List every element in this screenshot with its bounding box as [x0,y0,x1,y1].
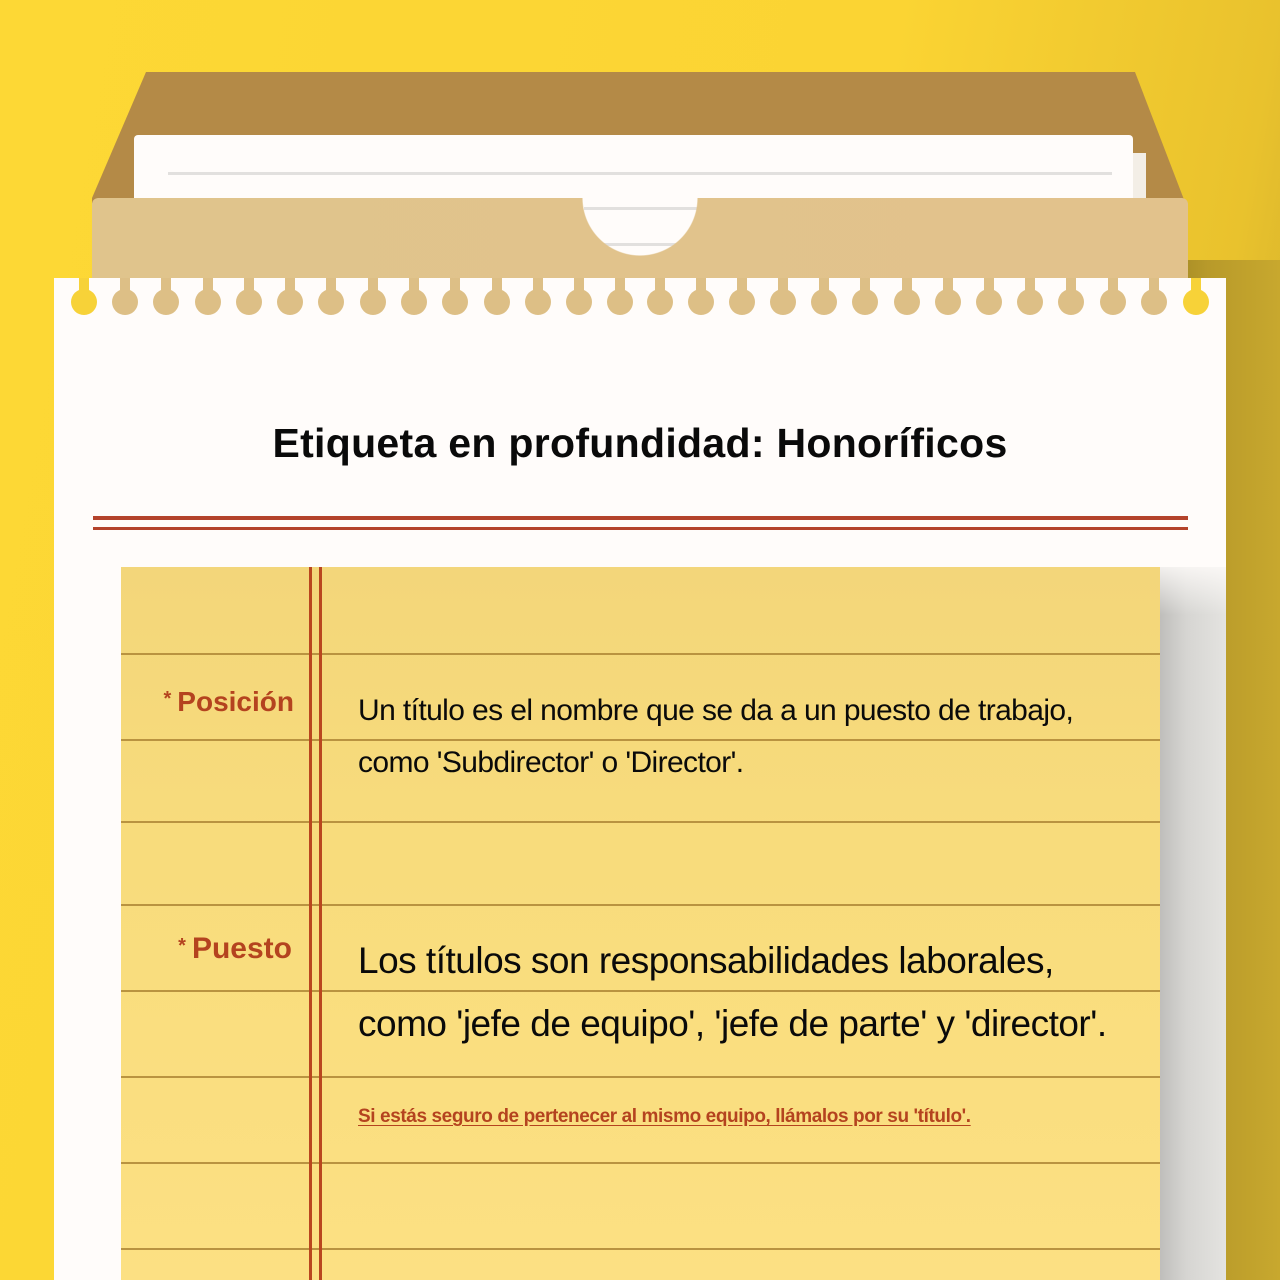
ruled-line [121,1162,1160,1164]
tear-hole [688,289,714,315]
label-text: Posición [177,686,294,717]
ruled-line [121,1076,1160,1078]
ruled-line [121,990,1160,992]
label-posicion [130,686,294,718]
tear-hole [277,289,303,315]
label-puesto [130,932,292,966]
asterisk-marker: * [178,935,186,957]
tear-hole [894,289,920,315]
tear-hole [484,289,510,315]
definition-puesto-line-2: como 'jefe de equipo', 'jefe de parte' y 'director'. [358,1003,1107,1044]
tear-hole [153,289,179,315]
tear-hole [1183,289,1209,315]
tear-hole [525,289,551,315]
tear-hole [647,289,673,315]
ruled-line [121,739,1160,741]
tear-hole [1141,289,1167,315]
tear-hole [770,289,796,315]
definition-posicion-line-1: Un título es el nombre que se da a un puesto de trabajo, [358,694,1074,727]
tear-hole [71,289,97,315]
tear-hole [935,289,961,315]
tear-hole [195,289,221,315]
tear-hole [811,289,837,315]
asterisk-marker: * [163,688,172,710]
legal-pad-shadow [1160,567,1226,1280]
definition-puesto-line-1: Los títulos son responsabilidades laborales, [358,940,1054,981]
tear-hole [1100,289,1126,315]
legal-pad-shadow-fade [1160,555,1226,615]
tear-hole [1058,289,1084,315]
tear-hole [318,289,344,315]
page-title: Etiqueta en profundidad: Honoríficos [272,420,1008,466]
definition-posicion-line-2: como 'Subdirector' o 'Director'. [358,746,744,779]
margin-line [319,567,322,1280]
margin-line [309,567,312,1280]
label-text: Puesto [191,932,292,965]
tear-holes [0,270,1280,320]
tear-hole [976,289,1002,315]
legal-pad [121,567,1160,1280]
tear-hole [236,289,262,315]
sheet-line [168,172,1112,175]
title-rule-top [93,516,1188,520]
ruled-line [121,821,1160,823]
ruled-line [121,904,1160,906]
tear-hole [607,289,633,315]
tear-hole [566,289,592,315]
tear-hole [1017,289,1043,315]
tear-hole [112,289,138,315]
tear-hole [729,289,755,315]
ruled-line [121,653,1160,655]
tip-note: Si estás seguro de pertenecer al mismo equipo, llámalos por su 'título'. [358,1106,971,1127]
tear-hole [401,289,427,315]
tear-hole [852,289,878,315]
tear-hole [360,289,386,315]
ruled-line [121,1248,1160,1250]
tear-hole [442,289,468,315]
title-rule-bottom [93,527,1188,530]
